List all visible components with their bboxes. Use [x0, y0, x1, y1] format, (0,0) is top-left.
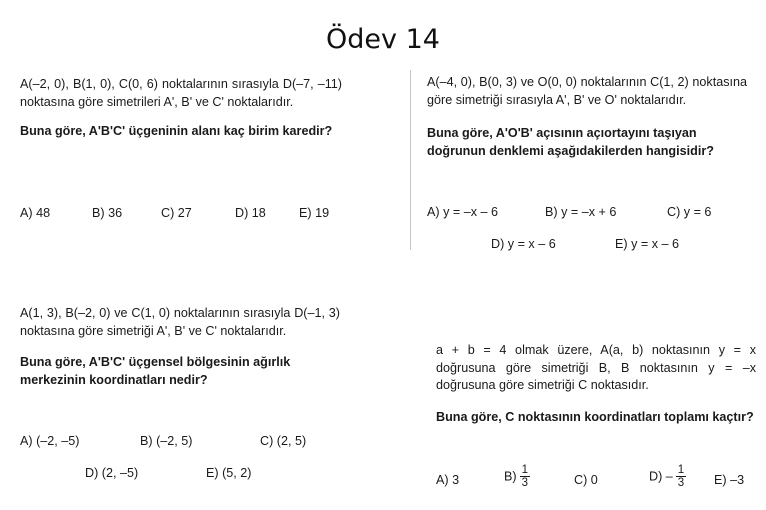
q1-option-b[interactable]: B) 36	[92, 206, 123, 220]
q4-option-d-fraction	[676, 464, 686, 489]
q3-option-d[interactable]: D) (2, –5)	[85, 466, 139, 480]
question-4	[436, 342, 756, 426]
question-1	[20, 76, 342, 141]
q4-option-b-fraction	[520, 464, 530, 489]
q4-option-e[interactable]: E) –3	[714, 473, 745, 487]
page-title: Ödev 14	[326, 24, 440, 55]
question-3-stem: A(1, 3), B(–2, 0) ve C(1, 0) noktalarının sırasıyla D(–1, 3) noktasına göre simetriği A', B' ve C' noktalarıdır.	[20, 306, 340, 338]
q1-option-c[interactable]: C) 27	[161, 206, 192, 220]
q4-option-c[interactable]: C) 0	[574, 473, 598, 487]
q4-option-a[interactable]: A) 3	[436, 473, 460, 487]
fraction-denominator: 3	[521, 477, 528, 489]
q1-option-d[interactable]: D) 18	[235, 206, 266, 220]
q3-option-c[interactable]: C) (2, 5)	[260, 434, 307, 448]
q3-option-e[interactable]: E) (5, 2)	[206, 466, 252, 480]
q3-option-a[interactable]: A) (–2, –5)	[20, 434, 80, 448]
question-4-prompt: Buna göre, C noktasının koordinatları toplamı kaçtır?	[436, 409, 754, 424]
q4-option-b[interactable]	[504, 464, 530, 489]
fraction-numerator: 1	[521, 464, 528, 476]
question-2-stem: A(–4, 0), B(0, 3) ve O(0, 0) noktalarının C(1, 2) noktasına göre simetriği sırasıyla A', B' ve O' noktalarıdır.	[427, 75, 747, 107]
q2-option-c[interactable]: C) y = 6	[667, 205, 712, 219]
q2-option-e[interactable]: E) y = x – 6	[615, 237, 680, 251]
fraction-denominator: 3	[677, 477, 685, 489]
q4-option-d[interactable]	[649, 464, 686, 489]
question-4-stem: a + b = 4 olmak üzere, A(a, b) noktasının y = x doğrusuna göre simetriği B, B noktasının y = –x doğrusuna göre simetriği C noktasıdır.	[436, 343, 756, 392]
q4-option-b-label: B)	[504, 469, 517, 484]
q1-option-a[interactable]: A) 48	[20, 206, 51, 220]
q2-option-d[interactable]: D) y = x – 6	[491, 237, 556, 251]
q4-option-d-label: D) –	[649, 469, 673, 484]
q2-option-b[interactable]: B) y = –x + 6	[545, 205, 617, 219]
question-1-prompt: Buna göre, A'B'C' üçgeninin alanı kaç birim karedir?	[20, 124, 333, 138]
question-2-prompt: Buna göre, A'O'B' açısının açıortayını taşıyan doğrunun denklemi aşağıdakilerden hangisidir?	[427, 126, 714, 158]
question-3	[20, 305, 340, 389]
question-1-stem: A(–2, 0), B(1, 0), C(0, 6) noktalarının sırasıyla D(–7, –11) noktasına göre simetrileri A', B' ve C' noktalarıdır.	[20, 77, 342, 109]
question-2	[427, 74, 747, 160]
q2-option-a[interactable]: A) y = –x – 6	[427, 205, 499, 219]
q3-option-b[interactable]: B) (–2, 5)	[140, 434, 193, 448]
fraction-numerator: 1	[677, 464, 685, 476]
column-divider	[410, 70, 411, 250]
question-3-prompt: Buna göre, A'B'C' üçgensel bölgesinin ağırlık merkezinin koordinatları nedir?	[20, 355, 291, 387]
q1-option-e[interactable]: E) 19	[299, 206, 330, 220]
